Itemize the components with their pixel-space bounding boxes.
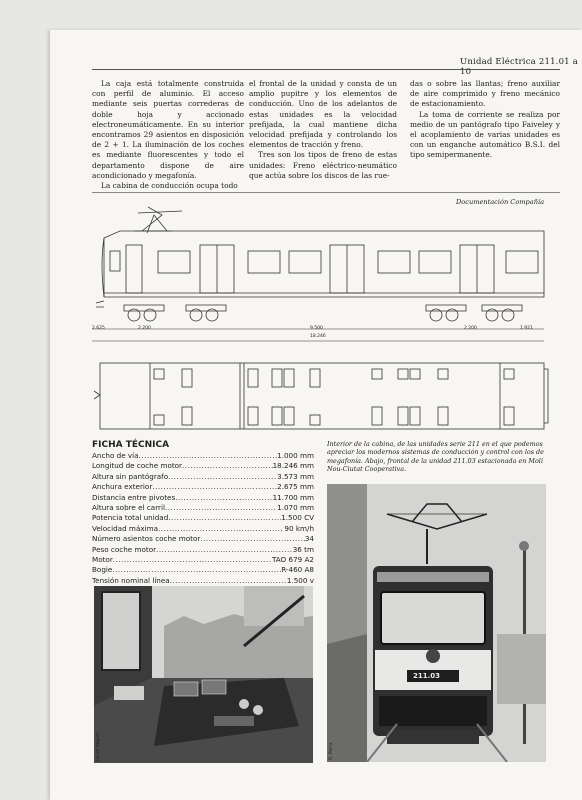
spec-value: 1.500 v [286,575,314,585]
train-number-plate: 211.03 [413,672,441,680]
spec-row [92,461,314,471]
dimension-label: 2.625 [92,326,105,331]
text-column-1 [92,79,244,191]
spec-leader-dots [168,513,281,523]
spec-row [92,503,314,513]
spec-row [92,576,314,586]
spec-value: 1.000 mm [277,451,314,460]
spec-leader-dots [182,461,273,471]
spec-label: Motor [92,554,113,564]
spec-leader-dots [139,451,278,461]
spec-leader-dots [152,482,277,492]
technical-drawing [92,192,560,438]
spec-label: Longitud de coche motor [92,461,183,471]
spec-value: 36 tm [292,544,314,554]
dimension-label: 9.500 [310,326,323,331]
spec-row [92,565,314,575]
spec-row [92,555,314,565]
spec-row [92,513,314,523]
text-column-3 [410,79,560,161]
spec-value: 1.070 mm [277,502,314,512]
dimension-label: 1.921 [520,326,533,331]
cab-interior-photo [94,586,313,763]
spec-row [92,545,314,555]
spec-value: 1.500 CV [281,513,314,523]
spec-label: Altura sobre el carril [92,502,165,512]
spec-value: 18.246 mm [272,461,314,471]
spec-label: Altura sin pantógrafo [92,471,169,481]
spec-label: Potencia total unidad [92,513,169,523]
spec-leader-dots [165,503,277,513]
spec-row [92,482,314,492]
spec-row [92,524,314,534]
running-head: Unidad Eléctrica 211.01 a 10 [460,57,578,77]
spec-label: Tensión nominal línea [92,575,170,585]
spec-label: Ancho de vía [92,451,139,460]
spec-value: 2.675 mm [277,482,314,492]
spec-value: 34 [304,534,314,544]
train-elevation-and-plan-drawing [92,193,560,438]
paragraph: das o sobre las llantas; freno auxiliar de aire comprimido y freno mecánico de estacionamiento. [410,79,560,109]
text-column-2 [249,79,397,181]
spec-value: TAO 679 A2 [271,554,314,564]
header-rule [92,69,560,70]
spec-leader-dots [200,534,305,544]
paragraph: el frontal de la unidad y consta de un amplio pupitre y los elementos de conducción. Uno de los adelantos de estas unidades es la velocidad prefijada, la cual mantiene dicha velocidad prefijada y controlando los elementos de tracción y freno. [249,79,397,150]
total-length-label: 18.246 [310,334,326,339]
spec-label: Distancia entre pivotes [92,492,176,502]
spec-row [92,451,314,461]
train-front-illustration [327,484,546,762]
spec-value: 90 km/h [284,523,314,533]
dimension-label: 2.200 [138,326,151,331]
dimension-label: 2.200 [464,326,477,331]
ficha-tecnica-title: FICHA TÉCNICA [92,440,170,450]
photo-credit: Javier Miguel [96,732,101,761]
spec-row [92,534,314,544]
spec-value: 11.700 mm [272,492,314,502]
spec-leader-dots [113,555,272,565]
paragraph: Tres son los tipos de freno de estas unidades: Freno eléctrico-neumático que actúa sobre los discos de las rue- [249,150,397,180]
spec-label: Bogie [92,565,113,575]
spec-leader-dots [170,576,287,586]
spec-label: Anchura exterior [92,482,153,492]
spec-label: Peso coche motor [92,544,157,554]
spec-row [92,493,314,503]
paragraph: La cabina de conducción ocupa todo [101,181,238,191]
spec-row [92,472,314,482]
photo-credit: R. Perra [329,742,334,760]
photo-caption: Interior de la cabina, de las unidades serie 211 en el que podemos apreciar los modernos sistemas de conducción y control con los de megafonía. Abajo, frontal de la unidad 211.03 estacionada en Molí Nou-Ciutat Cooperativa. [327,440,544,474]
paragraph: La toma de corriente se realiza por medio de un pantógrafo tipo Faiveley y el acoplamiento de varias unidades es con un enganche automático B.S.I. del tipo semipermanente. [410,109,560,160]
spec-value: R-460 A8 [281,565,314,575]
spec-label: Velocidad máxima [92,523,158,533]
drawing-credit: Documentación Compañía [456,198,544,206]
spec-list [92,451,314,586]
spec-label: Número asientos coche motor [92,534,201,544]
train-front-photo [327,484,546,762]
spec-value: 3.573 mm [277,471,314,481]
spec-leader-dots [156,545,293,555]
paragraph: La caja está totalmente construida con perfil de aluminio. El acceso mediante seis puertas correderas de doble hoja y accionado electroneumáticamente. En su interior encontramos 29 asientos en disposición de 2 + 1. La iluminación de los coches es mediante fluorescentes y todo el departamento dispone de aire acondicionado y megafonía. [92,79,244,180]
spec-leader-dots [175,493,272,503]
spec-leader-dots [168,472,277,482]
spec-leader-dots [158,524,284,534]
cab-interior-illustration [94,586,313,763]
spec-leader-dots [112,565,281,575]
